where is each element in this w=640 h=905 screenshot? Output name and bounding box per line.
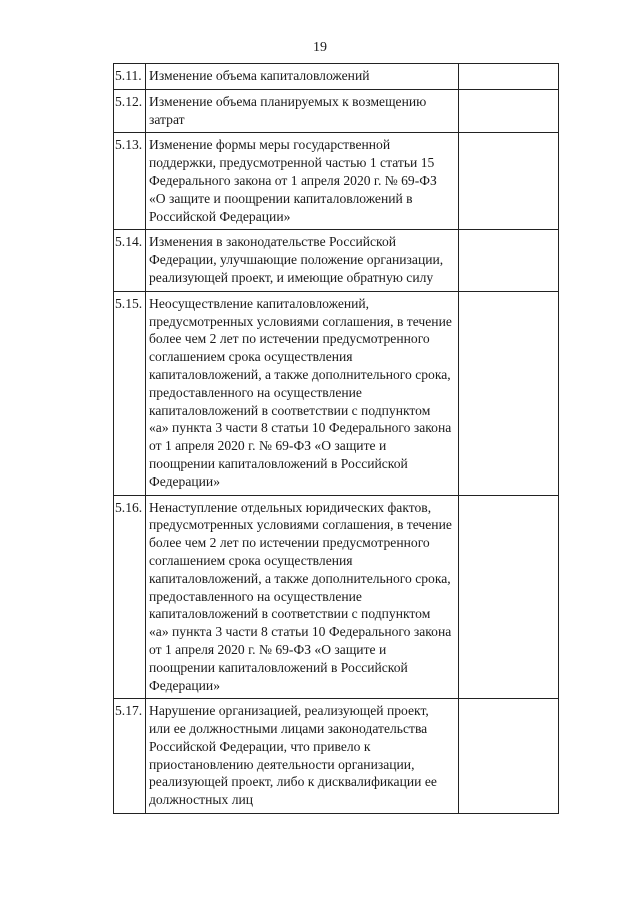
row-description	[146, 230, 459, 291]
row-description	[146, 495, 459, 699]
description-line: «а» пункта 3 части 8 статьи 10 Федерального закона	[149, 420, 452, 436]
row-description	[146, 291, 459, 495]
description-line: «О защите и поощрении капиталовложений в	[149, 190, 413, 206]
table-row	[114, 230, 559, 291]
description-line: капиталовложений в соответствии с подпунктом	[149, 402, 431, 418]
table-row	[114, 291, 559, 495]
description-line: Нарушение организацией, реализующей проект,	[149, 703, 429, 719]
description-line: капиталовложений, а также дополнительного срока,	[149, 570, 451, 586]
description-line: предусмотренных условиями соглашения, в течение	[149, 313, 452, 329]
row-number: 5.11.	[114, 64, 146, 90]
row-number: 5.15.	[114, 291, 146, 495]
description-line: предоставленного на осуществление	[149, 588, 362, 604]
row-number: 5.14.	[114, 230, 146, 291]
empty-cell	[459, 291, 559, 495]
description-line: Федерации, улучшающие положение организации,	[149, 252, 444, 268]
description-line: поддержки, предусмотренной частью 1 статьи 15	[149, 155, 435, 171]
description-line: Российской Федерации»	[149, 208, 291, 224]
row-description	[146, 699, 459, 814]
empty-cell	[459, 133, 559, 230]
description-line: соглашением срока осуществления	[149, 349, 353, 365]
page-number: 19	[313, 40, 327, 55]
description-line: капиталовложений в соответствии с подпунктом	[149, 606, 431, 622]
description-line: капиталовложений, а также дополнительного срока,	[149, 366, 451, 382]
row-number: 5.17.	[114, 699, 146, 814]
description-line: или ее должностными лицами законодательства	[149, 721, 428, 737]
description-line: Изменение объема планируемых к возмещению	[149, 93, 427, 109]
description-line: затрат	[149, 111, 185, 127]
description-line: Изменения в законодательстве Российской	[149, 234, 397, 250]
description-line: Неосуществление капиталовложений,	[149, 295, 370, 311]
row-number: 5.16.	[114, 495, 146, 699]
description-line: поощрении капиталовложений в Российской	[149, 659, 408, 675]
description-line: «а» пункта 3 части 8 статьи 10 Федерального закона	[149, 624, 452, 640]
row-description	[146, 64, 459, 90]
description-line: от 1 апреля 2020 г. № 69-ФЗ «О защите и	[149, 438, 387, 454]
description-line: более чем 2 лет по истечении предусмотренного	[149, 535, 430, 551]
description-line: Федерального закона от 1 апреля 2020 г. № 69-ФЗ	[149, 172, 437, 188]
empty-cell	[459, 495, 559, 699]
empty-cell	[459, 699, 559, 814]
table-body	[114, 64, 559, 814]
row-number: 5.12.	[114, 89, 146, 133]
description-line: Российской Федерации, что привело к	[149, 738, 371, 754]
table-row	[114, 133, 559, 230]
description-line: приостановлению деятельности организации,	[149, 756, 415, 772]
table-row	[114, 495, 559, 699]
document-table	[113, 63, 559, 814]
table-row	[114, 89, 559, 133]
description-line: Ненаступление отдельных юридических фактов,	[149, 499, 432, 515]
description-line: реализующей проект, либо к дисквалификации ее	[149, 774, 437, 790]
description-line: Федерации»	[149, 473, 220, 489]
description-line: от 1 апреля 2020 г. № 69-ФЗ «О защите и	[149, 641, 387, 657]
empty-cell	[459, 89, 559, 133]
table-row	[114, 64, 559, 90]
description-line: Изменение объема капиталовложений	[149, 68, 370, 83]
description-line: должностных лиц	[149, 792, 254, 808]
row-number: 5.13.	[114, 133, 146, 230]
empty-cell	[459, 64, 559, 90]
description-line: соглашением срока осуществления	[149, 552, 353, 568]
description-line: более чем 2 лет по истечении предусмотренного	[149, 331, 430, 347]
description-line: реализующей проект, и имеющие обратную силу	[149, 269, 434, 285]
description-line: предоставленного на осуществление	[149, 384, 362, 400]
row-description	[146, 89, 459, 133]
description-line: Федерации»	[149, 677, 220, 693]
description-line: Изменение формы меры государственной	[149, 137, 391, 153]
description-line: предусмотренных условиями соглашения, в течение	[149, 517, 452, 533]
table-row	[114, 699, 559, 814]
description-line: поощрении капиталовложений в Российской	[149, 455, 408, 471]
row-description	[146, 133, 459, 230]
empty-cell	[459, 230, 559, 291]
